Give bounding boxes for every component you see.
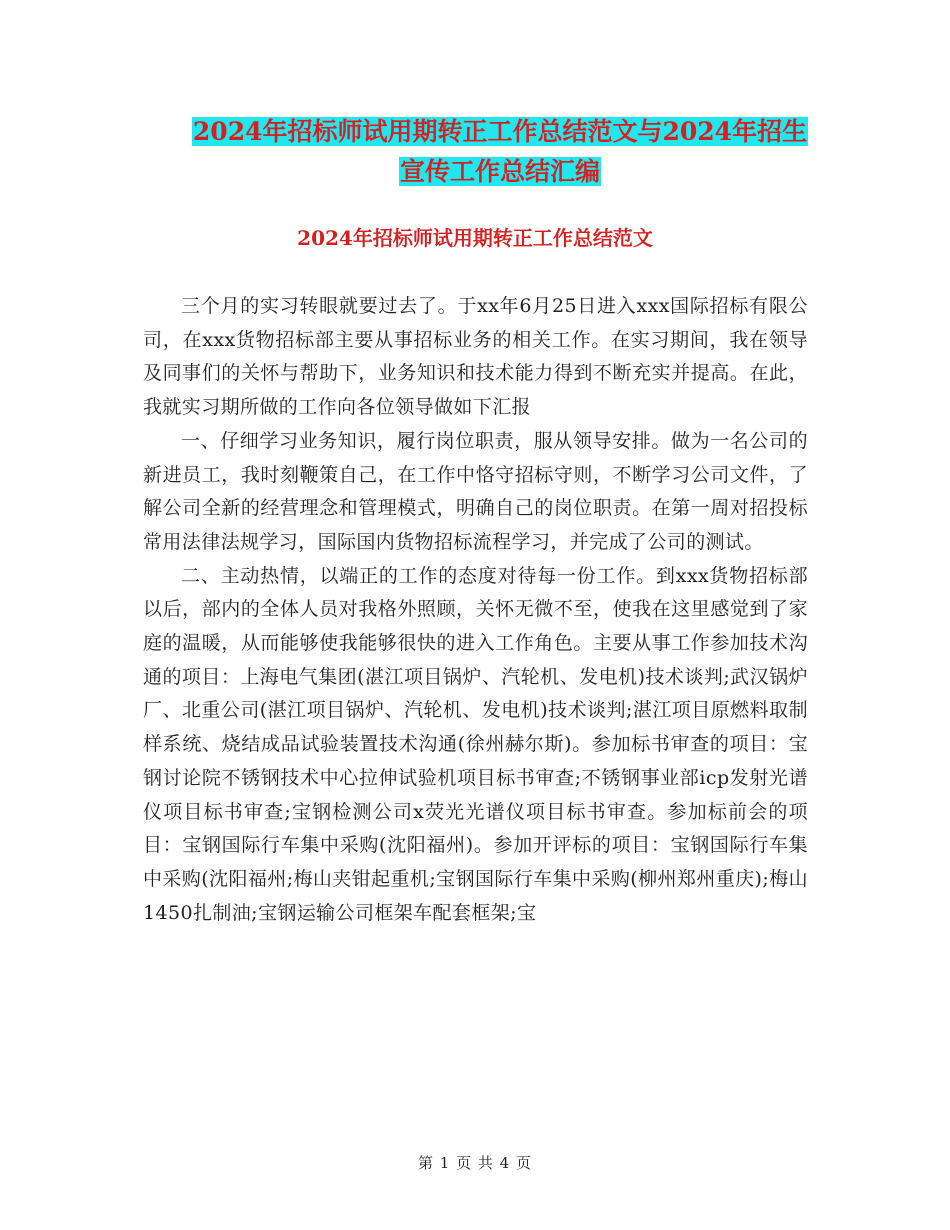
paragraph-3: 二、主动热情，以端正的工作的态度对待每一份工作。到xxx货物招标部以后，部内的全体人员对我格外照顾，关怀无微不至，使我在这里感觉到了家庭的温暖，从而能够使我能够很快的进入工作角色。主要从事工作参加技术沟通的项目：上海电气集团(湛江项目锅炉、汽轮机、发电机)技术谈判;武汉锅炉厂、北重公司(湛江项目锅炉、汽轮机、发电机)技术谈判;湛江项目原燃料取制样系统、烧结成品试验装置技术沟通(徐州赫尔斯)。参加标书审查的项目：宝钢讨论院不锈钢技术中心拉伸试验机项目标书审查;不锈钢事业部icp发射光谱仪项目标书审查;宝钢检测公司x荧光光谱仪项目标书审查。参加标前会的项目：宝钢国际行车集中采购(沈阳福州)。参加开评标的项目：宝钢国际行车集中采购(沈阳福州;梅山夹钳起重机;宝钢国际行车集中采购(柳州郑州重庆);梅山1450扎制油;宝钢运输公司框架车配套框架;宝 [143,564,808,924]
page-footer: 第 1 页 共 4 页 [418,1154,532,1172]
paragraph-1: 三个月的实习转眼就要过去了。于xx年6月25日进入xxx国际招标有限公司，在xxx货物招标部主要从事招标业务的相关工作。在实习期间，我在领导及同事们的关怀与帮助下，业务知识和技术能力得到不断充实并提高。在此，我就实习期所做的工作向各位领导做如下汇报 [143,295,808,419]
title-line-2: 宣传工作总结汇编 [399,157,600,186]
body-text [143,290,808,930]
document-title [140,112,860,192]
title-line-1: 2024年招标师试用期转正工作总结范文与2024年招生 [192,117,808,146]
section-title: 2024年招标师试用期转正工作总结范文 [297,226,653,250]
paragraph-2: 一、仔细学习业务知识，履行岗位职责，服从领导安排。做为一名公司的新进员工，我时刻鞭策自己，在工作中恪守招标守则，不断学习公司文件，了解公司全新的经营理念和管理模式，明确自己的岗位职责。在第一周对招投标常用法律法规学习，国际国内货物招标流程学习，并完成了公司的测试。 [143,429,808,553]
